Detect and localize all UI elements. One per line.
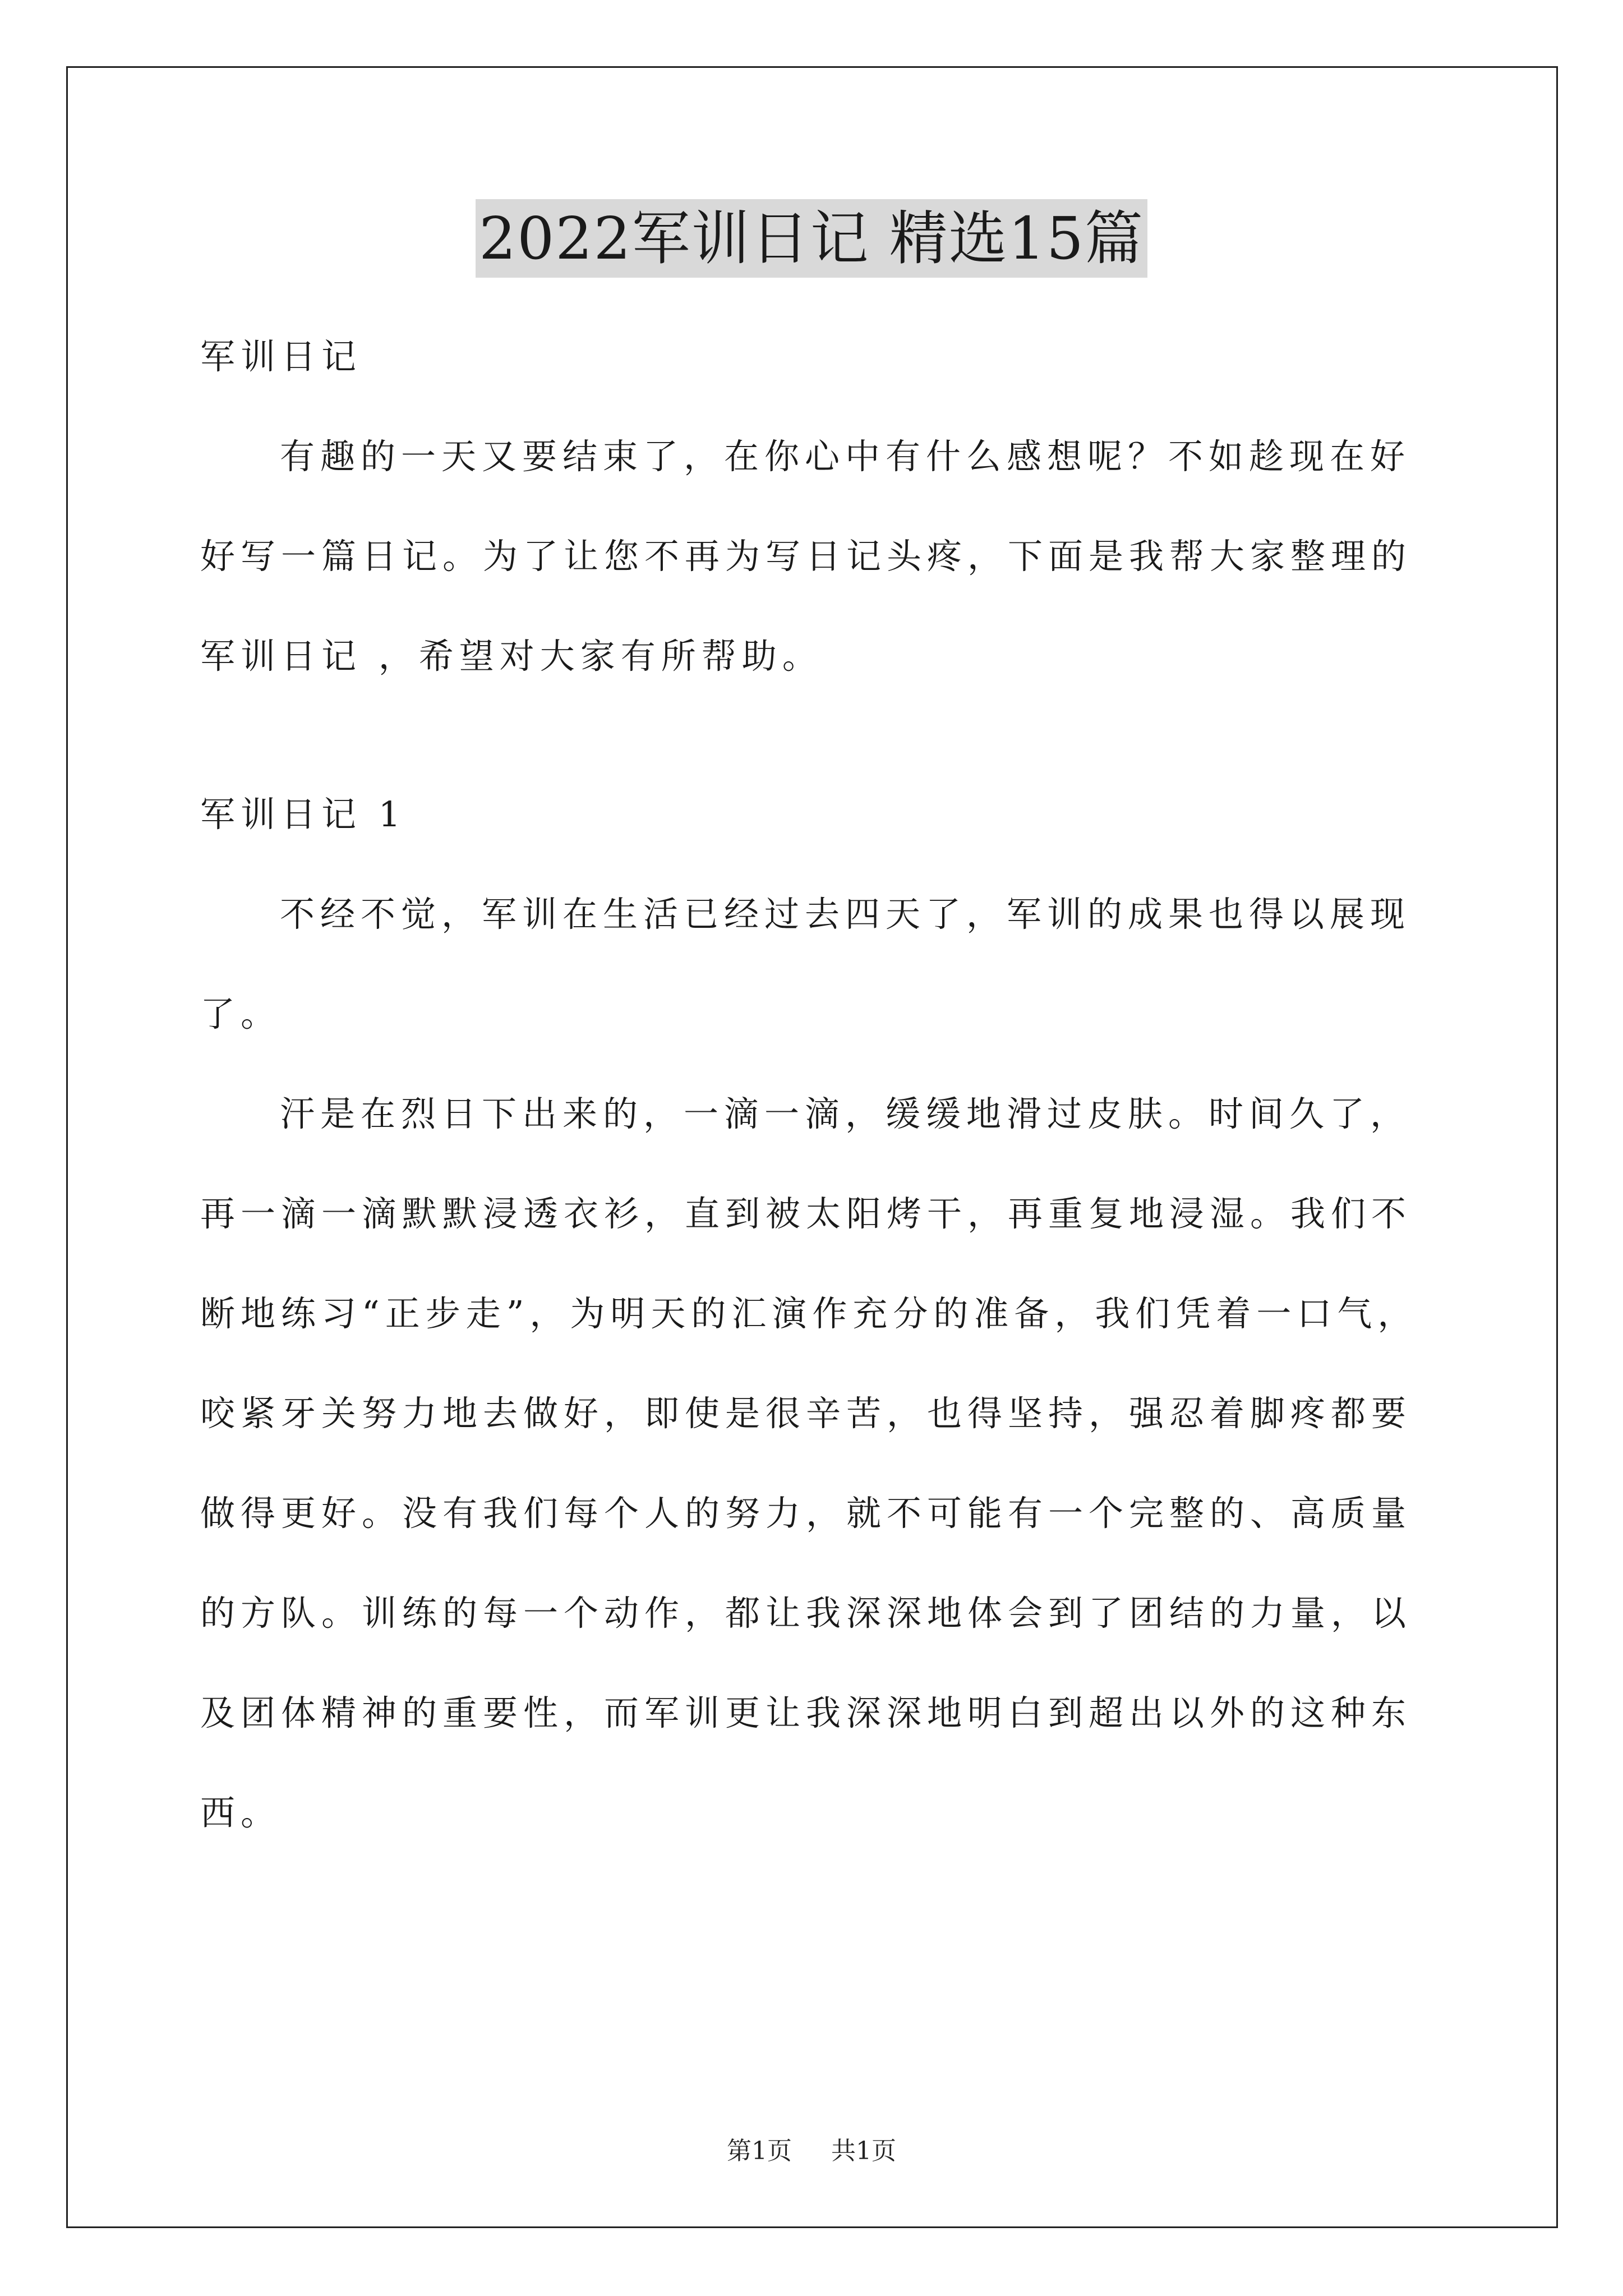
section-heading: 军训日记 xyxy=(200,336,362,377)
page-total: 共1页 xyxy=(831,2137,896,2165)
document-title: 2022军训日记 精选15篇 xyxy=(476,199,1147,278)
document-body xyxy=(200,331,1428,1887)
intro-line: 军训日记 ，希望对大家有所帮助。 xyxy=(200,636,823,677)
paragraph-line: 再一滴一滴默默浸透衣衫，直到被太阳烤干，再重复地浸湿。我们不 xyxy=(200,1193,1412,1234)
paragraph-line: 汗是在烈日下出来的，一滴一滴，缓缓地滑过皮肤。时间久了， xyxy=(280,1093,1411,1134)
intro-line: 有趣的一天又要结束了，在你心中有什么感想呢？不如趁现在好 xyxy=(280,436,1411,477)
paragraph-line: 的方队。训练的每一个动作，都让我深深地体会到了团结的力量，以 xyxy=(200,1593,1412,1634)
paragraph-line: 不经不觉，军训在生活已经过去四天了，军训的成果也得以展现 xyxy=(280,894,1411,935)
page-number: 第1页 xyxy=(727,2137,792,2165)
paragraph-line: 咬紧牙关努力地去做好，即使是很辛苦，也得坚持，强忍着脚疼都要 xyxy=(200,1393,1412,1434)
paragraph-line: 及团体精神的重要性，而军训更让我深深地明白到超出以外的这种东 xyxy=(200,1692,1412,1733)
title-wrap xyxy=(0,199,1623,278)
entry-heading: 军训日记 1 xyxy=(200,794,407,835)
paragraph-line: 了。 xyxy=(200,993,282,1034)
paragraph-line: 西。 xyxy=(200,1792,282,1833)
page-footer xyxy=(0,2134,1623,2168)
paragraph-line: 断地练习“正步走”，为明天的汇演作充分的准备，我们凭着一口气， xyxy=(200,1293,1418,1334)
paragraph-line: 做得更好。没有我们每个人的努力，就不可能有一个完整的、高质量 xyxy=(200,1493,1412,1534)
intro-line: 好写一篇日记。为了让您不再为写日记头疼，下面是我帮大家整理的 xyxy=(200,536,1412,577)
